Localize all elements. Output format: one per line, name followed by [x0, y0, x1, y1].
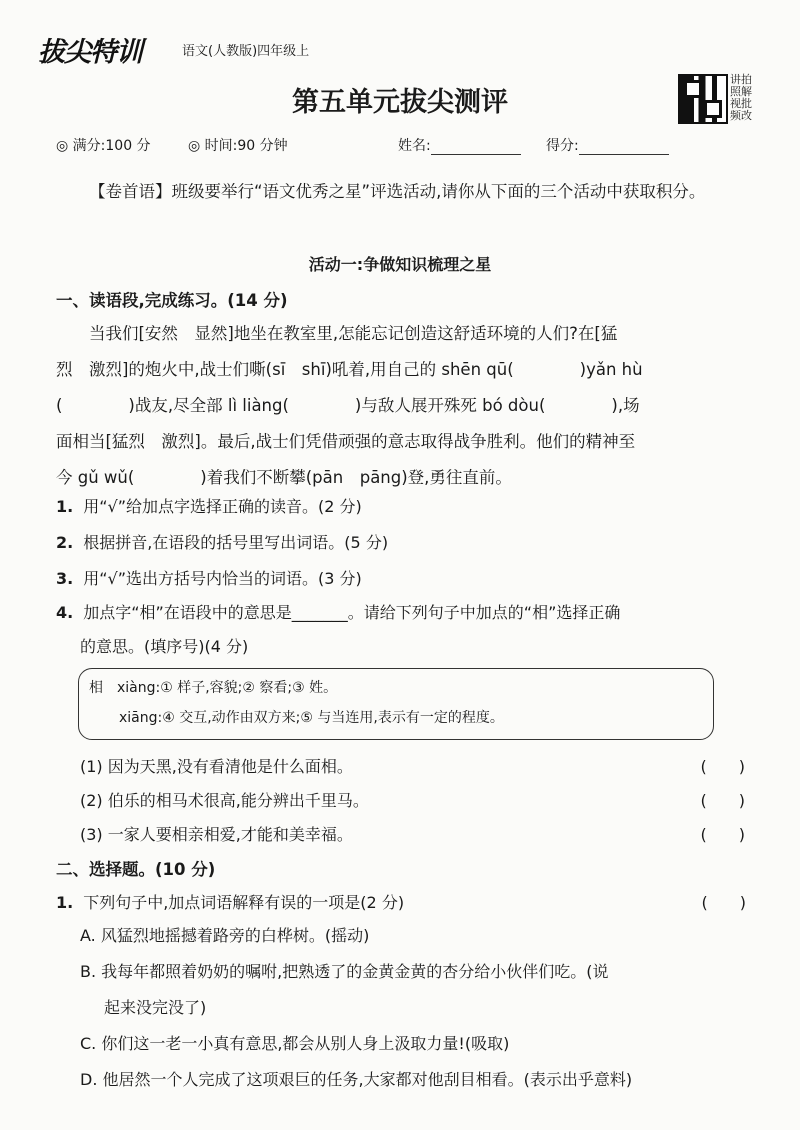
exam-time: ◎ 时间:90 分钟 — [188, 138, 288, 154]
qr-caption: 讲拍照解视批频改 — [730, 73, 752, 122]
q4-item-2 — [80, 788, 745, 811]
name-blank — [431, 154, 521, 155]
passage-line: 当我们[安然 显然]地坐在教室里,怎能忘记创造这舒适环境的人们?在[猛 — [89, 324, 618, 343]
question-text: 用“√”选出方括号内恰当的词语。(3 分) — [83, 569, 362, 588]
dictionary-line-1: 相 xiàng:① 样子,容貌;② 察看;③ 姓。 — [89, 680, 338, 696]
passage-line: ( )战友,尽全部 lì liàng( )与敌人展开殊死 bó dòu( ),场 — [56, 396, 640, 415]
question-number: 4. — [56, 603, 74, 622]
question-number: 3. — [56, 569, 74, 588]
choice-question-1 — [56, 890, 746, 913]
question-2 — [56, 530, 388, 553]
name-field — [398, 135, 521, 155]
answer-paren: ( ) — [700, 757, 745, 776]
item-text: (1) 因为天黑,没有看清他是什么面相。 — [80, 757, 353, 776]
score-blank — [579, 154, 669, 155]
full-score: ◎ 满分:100 分 — [56, 138, 151, 154]
reading-passage — [56, 316, 746, 496]
dictionary-box — [78, 668, 714, 740]
answer-paren: ( ) — [701, 893, 746, 912]
option-b-continued: 起来没完没了) — [104, 998, 207, 1017]
qr-code-icon — [678, 74, 728, 124]
question-number: 1. — [56, 497, 74, 516]
option-c: C. 你们这一老一小真有意思,都会从别人身上汲取力量!(吸取) — [80, 1034, 510, 1053]
question-number: 1. — [56, 893, 74, 912]
page-title: 第五单元拔尖测评 — [292, 87, 508, 118]
answer-paren: ( ) — [700, 825, 745, 844]
section-two-heading: 二、选择题。(10 分) — [56, 860, 216, 879]
passage-line: 今 gǔ wǔ( )着我们不断攀(pān pāng)登,勇往直前。 — [56, 468, 512, 487]
question-text: 用“√”给加点字选择正确的读音。(2 分) — [83, 497, 362, 516]
section-one-heading: 一、读语段,完成练习。(14 分) — [56, 291, 288, 310]
subject-label: 语文(人教版)四年级上 — [182, 44, 310, 59]
name-label: 姓名: — [398, 138, 431, 154]
intro-text: 【卷首语】班级要举行“语文优秀之星”评选活动,请你从下面的三个活动中获取积分。 — [89, 182, 706, 201]
option-a: A. 风猛烈地摇撼着路旁的白桦树。(摇动) — [80, 926, 370, 945]
question-3 — [56, 566, 362, 589]
option-b: B. 我每年都照着奶奶的嘱咐,把熟透了的金黄金黄的杏分给小伙伴们吃。(说 — [80, 962, 609, 981]
question-number: 2. — [56, 533, 74, 552]
item-text: (2) 伯乐的相马术很高,能分辨出千里马。 — [80, 791, 369, 810]
option-d: D. 他居然一个人完成了这项艰巨的任务,大家都对他刮目相看。(表示出乎意料) — [80, 1070, 633, 1089]
brand-logo: 拔尖特训 — [38, 37, 142, 68]
answer-paren: ( ) — [700, 791, 745, 810]
question-4-continued: 的意思。(填序号)(4 分) — [80, 637, 249, 656]
activity-one-heading: 活动一:争做知识梳理之星 — [308, 255, 492, 274]
score-label: 得分: — [546, 138, 579, 154]
question-text: 下列句子中,加点词语解释有误的一项是(2 分) — [83, 893, 405, 912]
item-text: (3) 一家人要相亲相爱,才能和美幸福。 — [80, 825, 353, 844]
passage-line: 烈 激烈]的炮火中,战士们嘶(sī shī)吼着,用自己的 shēn qū( )yǎn hù — [56, 360, 643, 379]
question-1 — [56, 494, 362, 517]
question-text: 根据拼音,在语段的括号里写出词语。(5 分) — [83, 533, 389, 552]
q4-item-1 — [80, 754, 745, 777]
passage-line: 面相当[猛烈 激烈]。最后,战士们凭借顽强的意志取得战争胜利。他们的精神至 — [56, 432, 636, 451]
score-field — [546, 135, 669, 155]
dictionary-line-2: xiāng:④ 交互,动作由双方来;⑤ 与当连用,表示有一定的程度。 — [119, 710, 504, 726]
question-text: 加点字“相”在语段中的意思是_______。请给下列句子中加点的“相”选择正确 — [83, 603, 621, 622]
q4-item-3 — [80, 822, 745, 845]
question-4 — [56, 600, 620, 623]
